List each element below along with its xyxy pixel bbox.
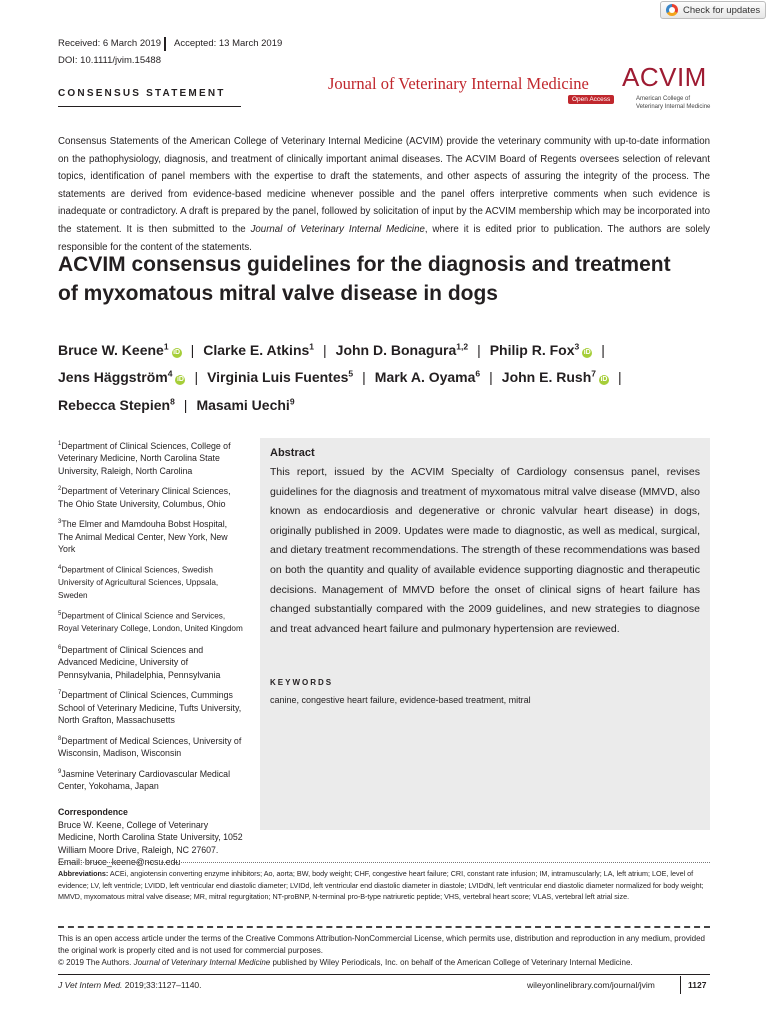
intro-text-end: , where it is edited prior to publication. The authors are solely responsible for the content of the statements. [58,223,710,253]
acvim-logo: ACVIM [622,62,707,92]
affiliation: $^9$Jasmine Veterinary Cardiovascular Medical Center, Yokohama, Japan [58,768,231,791]
acvim-logo-subtitle [636,95,710,111]
orcid-icon[interactable]: iD [583,348,591,356]
section-rule [58,106,241,107]
affiliation: $^7$Department of Clinical Sciences, Cummings School of Veterinary Medicine, Tufts University, North Grafton, Massachusetts [58,690,242,726]
check-for-updates-button[interactable] [660,1,766,19]
author[interactable]: Virginia Luis Fuentes$^5$ [207,368,354,386]
author-separator: | [183,396,188,413]
article-title-line1: ACVIM consensus guidelines for the diagnosis and treatment [58,253,671,276]
author[interactable]: Jens Häggström$^4$iD [58,368,184,386]
license [58,933,710,969]
affiliation: $^3$The Elmer and Mamdouha Bobst Hospital, The Animal Medical Center, New York, New York [58,519,228,555]
open-access-badge: Open Access [568,95,614,104]
orcid-icon[interactable]: iD [176,376,184,384]
author-separator: | [477,341,481,358]
footer-divider [680,976,681,994]
affiliations [58,438,244,869]
footer-citation: J Vet Intern Med. 2019;33:1127–1140. [58,980,202,990]
intro-paragraph [58,133,710,256]
author-separator: | [362,369,366,386]
affiliation: $^1$Department of Clinical Sciences, College of Veterinary Medicine, North Carolina State University, Raleigh, North Carolina [58,440,231,476]
acvim-sub-line1: American College of [636,96,691,102]
author-separator: | [323,341,327,358]
author-line [58,334,718,362]
author[interactable]: Philip R. Fox$^3$iD [489,341,591,358]
correspondence-email[interactable]: Email: bruce_keene@ncsu.edu [58,857,181,868]
affiliation: $^8$Department of Medical Sciences, University of Wisconsin, Madison, Wisconsin [58,735,242,758]
license-rule [58,926,710,928]
crossmark-icon [666,4,678,16]
abstract-heading: Abstract [270,447,315,459]
page-number: 1127 [688,980,707,990]
author-separator: | [489,369,493,386]
author-separator: | [601,341,605,358]
author[interactable]: Masami Uechi$^9$ [196,396,295,413]
orcid-icon[interactable]: iD [173,348,181,356]
license-text: This is an open access article under the terms of the Creative Commons Attribution-NonCommercial License, which permits use, distribution and reproduction in any medium, provided the original work is properly cited and is not used for commercial purposes. [58,934,705,955]
author-line [58,389,718,417]
accepted-date: Accepted: 13 March 2019 [174,38,283,49]
keywords-heading: KEYWORDS [270,678,334,687]
author-separator: | [194,369,199,386]
author-list [58,334,718,417]
orcid-icon[interactable]: iD [600,376,608,384]
footer-url[interactable]: wileyonlinelibrary.com/journal/jvim [527,980,655,990]
author[interactable]: John E. Rush$^7$iD [501,368,608,386]
author[interactable]: Bruce W. Keene$^1$iD [58,341,181,358]
abstract-text: This report, issued by the ACVIM Specialty of Cardiology consensus panel, revises guidelines for the diagnosis and treatment of myxomatous mitral valve disease (MMVD, also known as endocardiosis and degenerative or chronic valvular heart disease) in dogs, originally published in 2009. Updates were made to diagnostic, as well as medical, surgical, and dietary treatment recommendations. The strength of these recommendations was based on both the quantity and quality of available evidence supporting diagnostic and therapeutic decisions. Management of MMVD before the onset of clinical signs of heart failure has changed substantially compared with the 2009 guidelines, and new strategies to diagnose and treat advanced heart failure and pulmonary hypertension are reviewed. [270,466,700,635]
abbreviations-text: ACEi, angiotensin converting enzyme inhibitors; Ao, aorta; BW, body weight; CHF, congestive heart failure; CRI, constant rate infusion; IM, intramuscularly; LA, left atrium; LOE, level of evidence; LV, left ventricle; LVIDD, left ventricular end diastolic diameter; LVIDd, left ventricular end diastolic diameter in diastole; LVIDdN, left ventricular end diastolic diameter normalized for body weight; MMVD, myxomatous mitral valve disease; MR, mitral regurgitation; NT-proBNP, N-terminal pro-B-type natriuretic peptide; VHS, vertebral heart score; VLAS, vertebral left atrial size. [58,869,704,901]
article-title-line2: of myxomatous mitral valve disease in dogs [58,282,498,305]
author-line [58,362,718,390]
correspondence-text: Bruce W. Keene, College of Veterinary Medicine, North Carolina State University, 1052 William Moore Drive, Raleigh, NC 27607. [58,819,243,855]
header-divider [164,37,166,51]
author[interactable]: Mark A. Oyama$^6$ [374,368,481,386]
author[interactable]: Clarke E. Atkins$^1$ [203,341,315,358]
affiliation: $^5$Department of Clinical Science and Services, Royal Veterinary College, London, United Kingdom [58,611,243,634]
journal-title: Journal of Veterinary Internal Medicine [328,74,589,93]
article-title [58,250,718,308]
author[interactable]: John D. Bonagura$^{1,2}$ [335,341,469,358]
doi[interactable]: DOI: 10.1111/jvim.15488 [58,55,161,66]
abbreviations-rule [58,862,710,863]
author-separator: | [190,341,195,358]
abstract-panel [260,438,710,830]
footer-rule [58,974,710,975]
intro-journal: Journal of Veterinary Internal Medicine [250,223,425,235]
affiliation: $^6$Department of Clinical Sciences and Advanced Medicine, University of Pennsylvania, Philadelphia, Pennsylvania [58,644,221,680]
author[interactable]: Rebecca Stepien$^8$ [58,396,175,413]
affiliation: $^4$Department of Clinical Sciences, Swedish University of Agricultural Sciences, Uppsala, Sweden [58,564,219,600]
keywords: canine, congestive heart failure, evidence-based treatment, mitral [270,695,531,705]
abbreviations-label: Abbreviations: [58,869,109,878]
copyright-line: © 2019 The Authors. Journal of Veterinary Internal Medicine published by Wiley Periodicals, Inc. on behalf of the American College of Veterinary Internal Medicine. [58,958,633,967]
author-separator: | [617,369,622,386]
intro-text: Consensus Statements of the American College of Veterinary Internal Medicine (ACVIM) provide the veterinary community with up-to-date information on the pathophysiology, diagnosis, and treatment of clinically important animal diseases. The ACVIM Board of Regents oversees selection of relevant topics, identification of panel members with the expertise to draft the statements, and other aspects of assuring the integrity of the process. The statements are derived from evidence-based medicine whenever possible and the panel offers interpretive comments when such evidence is inadequate or contradictory. A draft is prepared by the panel, followed by solicitation of input by the ACVIM membership which may be incorporated into the statement. It is then submitted to the [58,136,710,235]
acvim-sub-line2: Veterinary Internal Medicine [636,104,711,110]
section-label: CONSENSUS STATEMENT [58,88,226,99]
affiliation: $^2$Department of Veterinary Clinical Sciences, The Ohio State University, Columbus, Ohio [58,486,231,509]
check-for-updates-label: Check for updates [683,4,761,16]
correspondence-heading: Correspondence [58,807,128,818]
abbreviations [58,868,710,903]
received-date: Received: 6 March 2019 [58,38,161,49]
